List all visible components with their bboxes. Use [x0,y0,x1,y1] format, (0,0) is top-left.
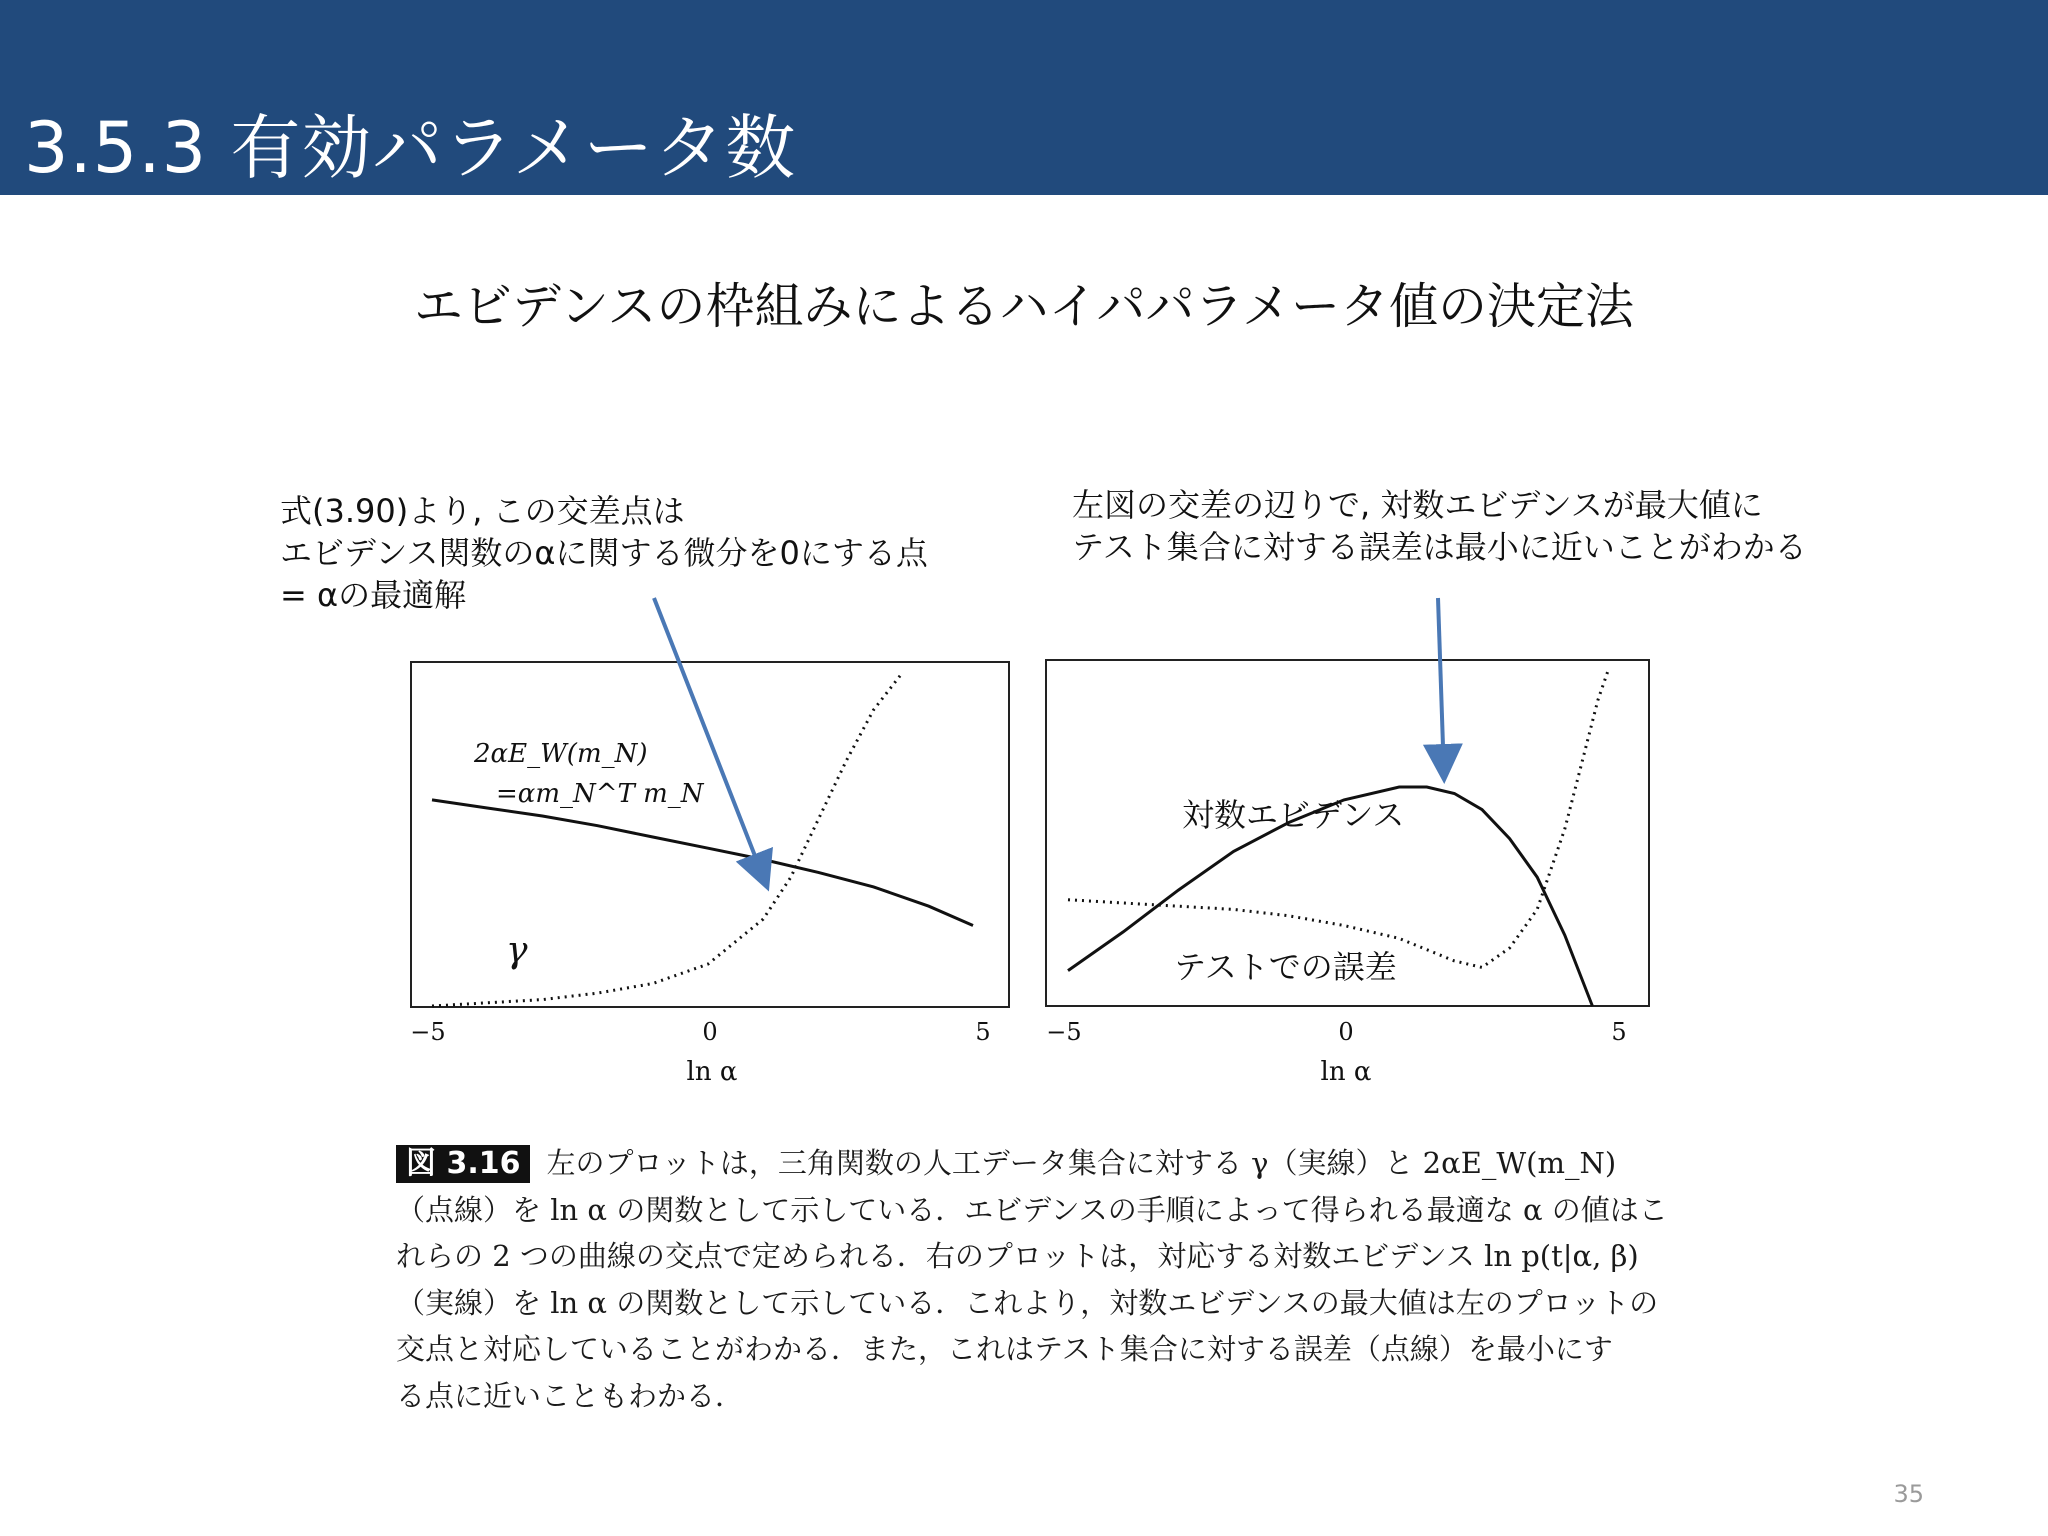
right-xlabel: ln α [1320,1057,1372,1087]
right-xtick-0: 0 [1338,1018,1354,1046]
left-gamma-label: γ [506,930,528,971]
caption-line: （点線）を ln α の関数として示している．エビデンスの手順によって得られる最適な α の値はこ [396,1192,1668,1227]
right-xtick-5: 5 [1611,1018,1627,1046]
annotation-right-line: テスト集合に対する誤差は最小に近いことがわかる [1072,528,1807,566]
left-plot [410,662,1009,1087]
caption-line [396,1140,1696,1187]
right-xtick-minus5: −5 [1046,1018,1082,1046]
left-gamma-line [432,800,973,926]
page-title: 3.5.3 有効パラメータ数 [24,107,797,189]
left-plot-frame [411,662,1009,1007]
test-error-label: テストでの誤差 [1174,948,1397,986]
arrow-right [1438,598,1444,776]
annotation-left-line: 式(3.90)より, この交差点は [280,492,685,530]
page-number: 35 [1893,1480,1924,1508]
caption-line: 交点と対応していることがわかる．また，これはテスト集合に対する誤差（点線）を最小にす [396,1332,1613,1366]
left-xlabel: ln α [686,1057,738,1087]
annotation-left-line: エビデンス関数のαに関する微分を0にする点 [280,534,928,572]
left-xtick-5: 5 [975,1018,991,1046]
annotation-right-line: 左図の交差の辺りで, 対数エビデンスが最大値に [1072,486,1763,524]
right-plot [1046,660,1649,1087]
slide-subtitle: エビデンスの枠組みによるハイパパラメータ値の決定法 [413,278,1635,335]
caption-line: る点に近いこともわかる． [396,1378,745,1413]
caption-line: れらの 2 つの曲線の交点で定められる．右のプロットは，対応する対数エビデンス ln p(t|α, β) [396,1239,1639,1273]
figure-badge: 図 3.16 [396,1145,530,1183]
figure-caption [396,1140,1696,1419]
caption-line-text: 左のプロットは，三角関数の人工データ集合に対する γ（実線）と 2αE_W(m_N) [546,1146,1617,1180]
left-formula-line1: 2αE_W(m_N) [474,739,648,769]
left-formula-line2: =αm_N^T m_N [496,779,704,809]
left-xtick-minus5: −5 [410,1018,446,1046]
annotation-left-line: = αの最適解 [280,576,467,614]
caption-line: （実線）を ln α の関数として示している．これより，対数エビデンスの最大値は左のプロットの [396,1285,1659,1320]
evidence-label: 対数エビデンス [1182,796,1405,834]
left-xtick-0: 0 [702,1018,718,1046]
